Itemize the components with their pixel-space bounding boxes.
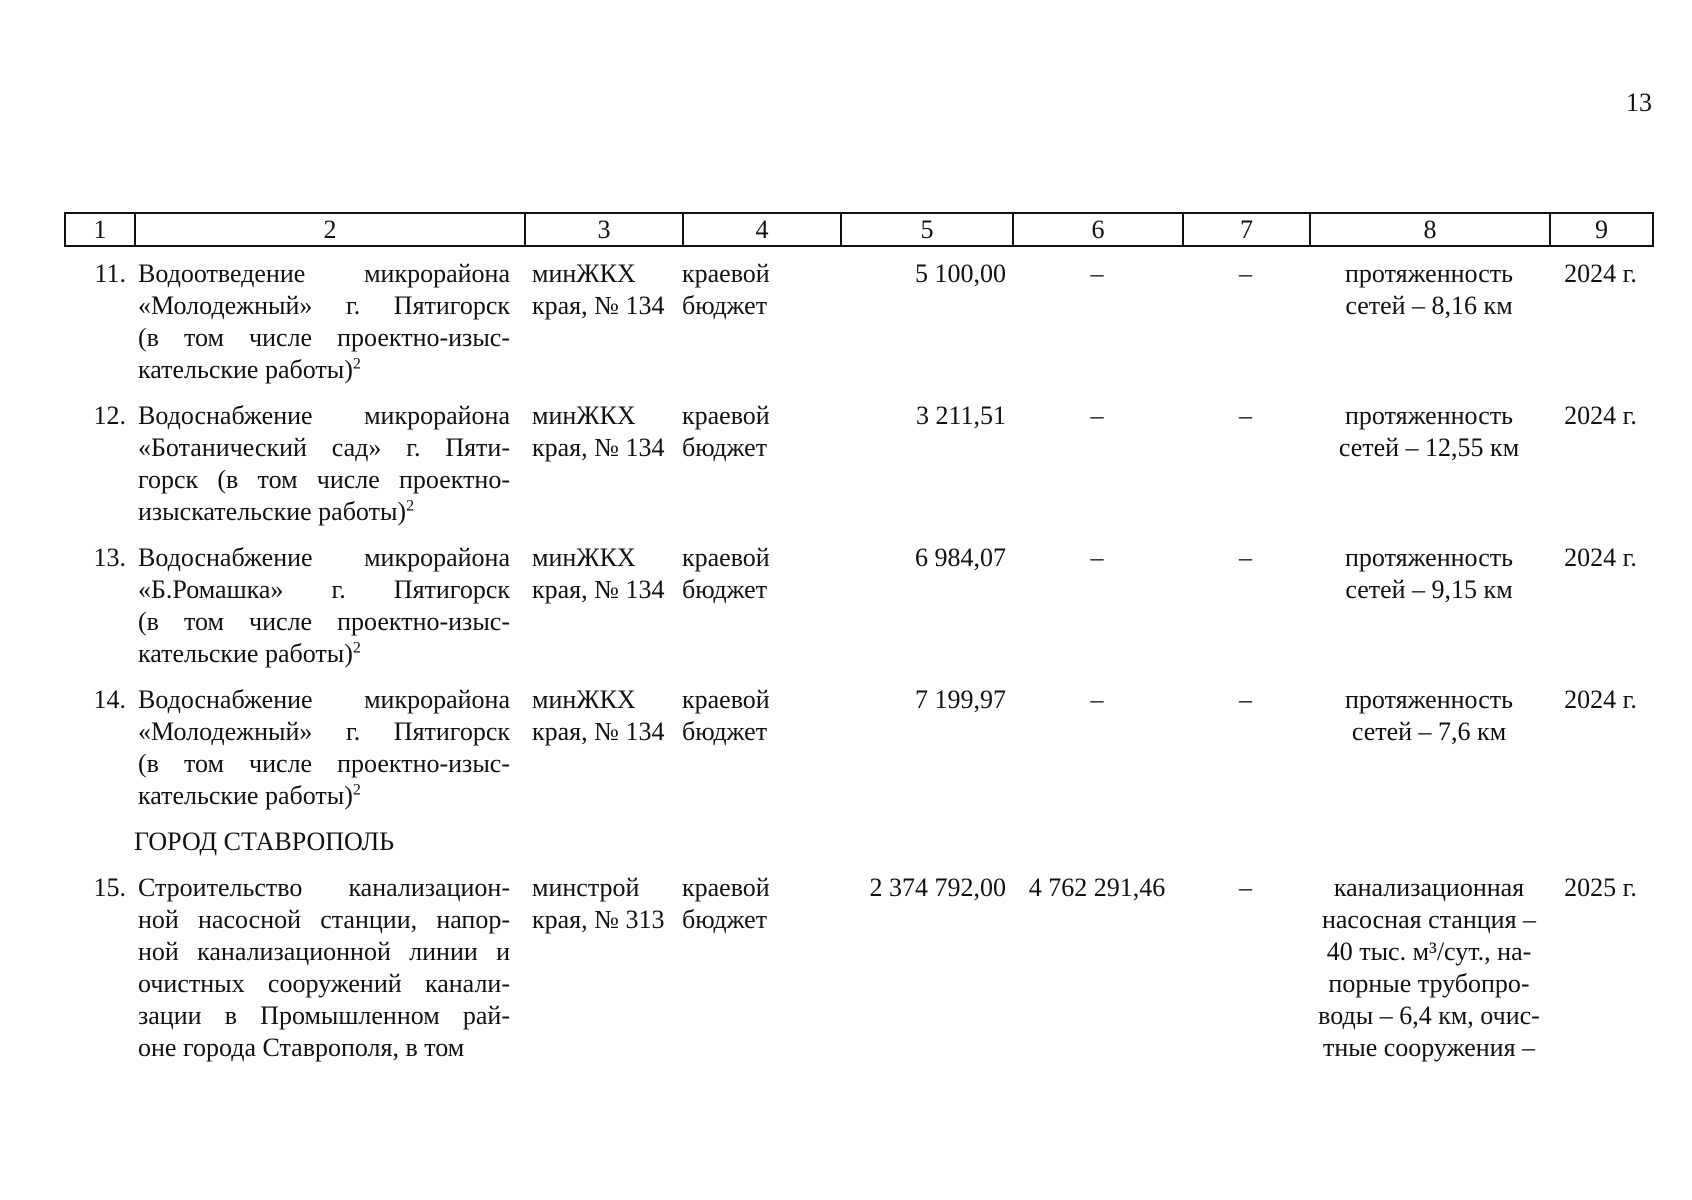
text-line: [138, 716, 510, 748]
text-line: [138, 432, 510, 464]
text-line-content: «Ботанический сад» г. Пяти-: [138, 433, 510, 462]
text-line: минстрой: [532, 873, 640, 902]
text-line: сетей – 12,55 км: [1338, 433, 1520, 462]
text-line: краевой: [682, 873, 770, 902]
amount-col6: –: [1090, 685, 1104, 714]
amount-col7: –: [1239, 543, 1252, 572]
text-line: бюджет: [682, 905, 768, 934]
text-line: протяженность: [1345, 401, 1513, 430]
object-name: [134, 258, 524, 400]
text-line-content: Водоснабжение микрорайона: [138, 543, 510, 572]
text-line: сетей – 9,15 км: [1345, 575, 1513, 604]
amount-col7: –: [1239, 401, 1252, 430]
customer: [524, 872, 682, 1078]
funding-source: [682, 400, 840, 542]
object-name: [134, 684, 524, 826]
amount-col5: 2 374 792,00: [869, 873, 1006, 902]
text-line: [138, 1000, 510, 1032]
amount-col6: –: [1090, 259, 1104, 288]
text-line: минЖКХ: [532, 685, 636, 714]
section-title: ГОРОД СТАВРОПОЛЬ: [134, 827, 395, 856]
funding-source: [682, 258, 840, 400]
amount-col5: 5 100,00: [915, 259, 1006, 288]
amount-col7: –: [1239, 873, 1252, 902]
text-line-content: кательские работы): [138, 639, 353, 668]
header-col-8: 8: [1310, 213, 1550, 246]
footnote-mark: 2: [352, 781, 361, 799]
text-line: [138, 574, 510, 606]
table-row: [64, 542, 1652, 684]
column-number-header: [64, 212, 1654, 247]
text-line-content: (в том числе проектно-изыс-: [138, 607, 510, 636]
text-line: [138, 780, 510, 812]
row-number: 15.: [93, 873, 126, 902]
text-line-content: (в том числе проектно-изыс-: [138, 749, 510, 778]
row-number: 13.: [93, 543, 126, 572]
customer: [524, 400, 682, 542]
table-row: [64, 400, 1652, 542]
text-line-content: оне города Ставрополя, в том: [138, 1033, 465, 1062]
completion-year: 2025 г.: [1564, 873, 1637, 902]
text-line: [138, 968, 510, 1000]
text-line: протяженность: [1345, 259, 1513, 288]
text-line: бюджет: [682, 433, 768, 462]
text-line: насосная станция –: [1321, 905, 1537, 934]
table-row: [64, 684, 1652, 826]
header-col-4: 4: [683, 213, 841, 246]
amount-col7: –: [1239, 259, 1252, 288]
customer: [524, 258, 682, 400]
text-line-content: зации в Промышленном рай-: [138, 1001, 510, 1030]
amount-col5: 6 984,07: [915, 543, 1006, 572]
text-line-content: горск (в том числе проектно-: [138, 465, 510, 494]
text-line: [138, 606, 510, 638]
text-line-content: ной насосной станции, напор-: [138, 905, 510, 934]
header-col-5: 5: [841, 213, 1013, 246]
page-number: 13: [1626, 88, 1652, 117]
funding-source: [682, 684, 840, 826]
text-line: края, № 313: [532, 905, 665, 934]
objects-table: [64, 258, 1652, 1078]
text-line: сетей – 8,16 км: [1345, 291, 1513, 320]
text-line: тные сооружения –: [1322, 1033, 1536, 1062]
customer: [524, 542, 682, 684]
text-line: [138, 904, 510, 936]
header-col-6: 6: [1013, 213, 1183, 246]
row-number: 11.: [94, 259, 126, 288]
text-line: [138, 322, 510, 354]
text-line: воды – 6,4 км, очис-: [1318, 1001, 1540, 1030]
header-col-2: 2: [135, 213, 525, 246]
text-line: [138, 748, 510, 780]
footnote-mark: 2: [352, 355, 361, 373]
capacity: [1309, 872, 1549, 1078]
text-line: края, № 134: [532, 575, 665, 604]
text-line-content: Водоснабжение микрорайона: [138, 685, 510, 714]
header-col-7: 7: [1183, 213, 1310, 246]
text-line-content: кательские работы): [138, 355, 353, 384]
text-line: протяженность: [1345, 543, 1513, 572]
table-row: [64, 872, 1652, 1078]
row-number: 12.: [93, 401, 126, 430]
text-line-content: «Молодежный» г. Пятигорск: [138, 291, 510, 320]
text-line: сетей – 7,6 км: [1351, 717, 1507, 746]
header-col-9: 9: [1550, 213, 1653, 246]
text-line: [138, 638, 510, 670]
capacity: [1309, 684, 1549, 826]
text-line: [138, 258, 510, 290]
text-line: края, № 134: [532, 717, 665, 746]
text-line: [138, 684, 510, 716]
footnote-mark: 2: [406, 497, 415, 515]
customer: [524, 684, 682, 826]
amount-col6: –: [1090, 543, 1104, 572]
amount-col6: –: [1090, 401, 1104, 430]
text-line: бюджет: [682, 575, 768, 604]
completion-year: 2024 г.: [1564, 685, 1637, 714]
funding-source: [682, 872, 840, 1078]
text-line: краевой: [682, 259, 770, 288]
object-name: [134, 542, 524, 684]
text-line: [138, 542, 510, 574]
text-line: бюджет: [682, 291, 768, 320]
footnote-mark: 2: [352, 639, 361, 657]
text-line: [138, 354, 510, 386]
text-line: протяженность: [1345, 685, 1513, 714]
completion-year: 2024 г.: [1564, 543, 1637, 572]
amount-col5: 3 211,51: [915, 401, 1006, 430]
text-line: края, № 134: [532, 291, 665, 320]
text-line: 40 тыс. м³/сут., на-: [1326, 937, 1532, 966]
text-line: [138, 936, 510, 968]
text-line-content: Водоотведение микрорайона: [138, 259, 510, 288]
amount-col7: –: [1239, 685, 1252, 714]
text-line: [138, 400, 510, 432]
funding-source: [682, 542, 840, 684]
text-line: краевой: [682, 543, 770, 572]
row-number: 14.: [93, 685, 126, 714]
text-line: краевой: [682, 685, 770, 714]
text-line: минЖКХ: [532, 259, 636, 288]
text-line: минЖКХ: [532, 401, 636, 430]
text-line: канализационная: [1333, 873, 1525, 902]
text-line-content: Строительство канализацион-: [138, 873, 510, 902]
text-line: [138, 290, 510, 322]
capacity: [1309, 542, 1549, 684]
text-line-content: «Молодежный» г. Пятигорск: [138, 717, 510, 746]
text-line: [138, 496, 510, 528]
text-line-content: ной канализационной линии и: [138, 937, 510, 966]
text-line-content: кательские работы): [138, 781, 353, 810]
text-line: порные трубопро-: [1328, 969, 1530, 998]
completion-year: 2024 г.: [1564, 259, 1637, 288]
text-line: минЖКХ: [532, 543, 636, 572]
text-line-content: (в том числе проектно-изыс-: [138, 323, 510, 352]
text-line: края, № 134: [532, 433, 665, 462]
object-name: [134, 400, 524, 542]
text-line: бюджет: [682, 717, 768, 746]
text-line-content: изыскательские работы): [138, 497, 407, 526]
completion-year: 2024 г.: [1564, 401, 1637, 430]
capacity: [1309, 258, 1549, 400]
text-line-content: Водоснабжение микрорайона: [138, 401, 510, 430]
text-line: [138, 1032, 510, 1064]
capacity: [1309, 400, 1549, 542]
text-line-content: очистных сооружений канали-: [138, 969, 510, 998]
text-line: краевой: [682, 401, 770, 430]
amount-col6: 4 762 291,46: [1028, 873, 1166, 902]
text-line: [138, 464, 510, 496]
header-col-1: 1: [65, 213, 135, 246]
text-line-content: «Б.Ромашка» г. Пятигорск: [138, 575, 510, 604]
amount-col5: 7 199,97: [915, 685, 1006, 714]
object-name: [134, 872, 524, 1078]
text-line: [138, 872, 510, 904]
header-col-3: 3: [525, 213, 683, 246]
table-row: [64, 258, 1652, 400]
